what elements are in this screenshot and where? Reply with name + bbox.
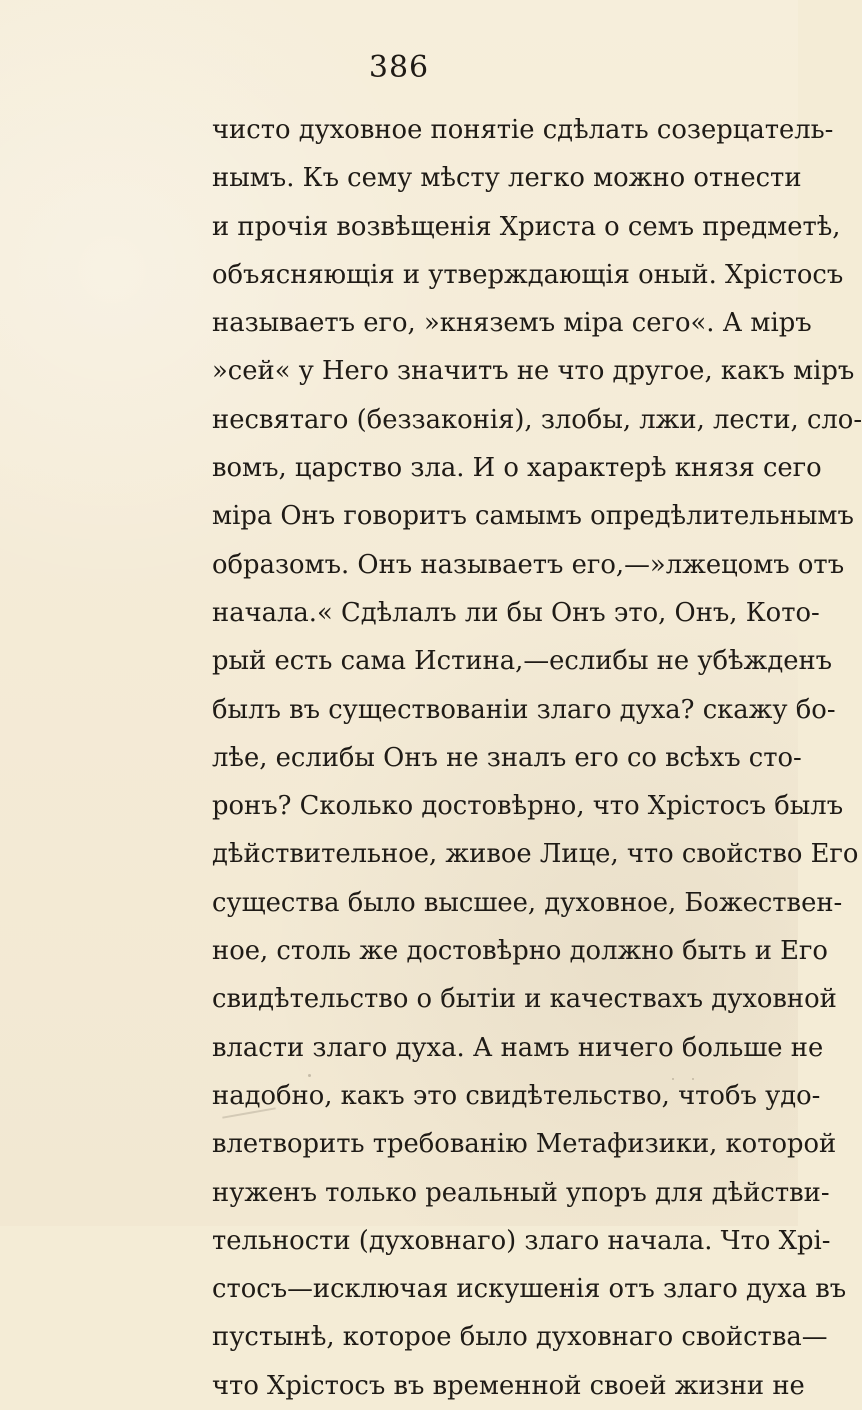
page-number: 386 — [368, 50, 430, 85]
text-line: нымъ. Къ сему мѣсту легко можно отнести — [212, 163, 802, 194]
text-line: »сей« у Него значитъ не что другое, какъ міръ — [212, 356, 855, 387]
text-line: начала.« Сдѣлалъ ли бы Онъ это, Онъ, Кото- — [212, 597, 820, 628]
text-line: пустынѣ, которое было духовнаго свойства— — [212, 1322, 828, 1353]
text-line: былъ въ существованіи злаго духа? скажу бо- — [212, 694, 836, 725]
paper-speck — [308, 1074, 311, 1077]
text-line: ное, столь же достовѣрно должно быть и Его — [212, 936, 828, 967]
paper-speck — [672, 1078, 674, 1080]
text-line: дѣйствительное, живое Лице, что свойство Его — [212, 839, 859, 870]
text-line: лѣе, еслибы Онъ не зналъ его со всѣхъ сто- — [212, 742, 802, 773]
paper-speck — [692, 1078, 694, 1080]
text-line: несвятаго (беззаконія), злобы, лжи, лести, сло- — [212, 404, 862, 435]
text-line: что Хрістосъ въ временной своей жизни не — [212, 1370, 805, 1401]
text-line: власти злаго духа. А намъ ничего больше не — [212, 1032, 824, 1063]
body-text — [212, 106, 862, 1410]
text-line: ронъ? Сколько достовѣрно, что Хрістосъ былъ — [212, 791, 844, 822]
text-line: влетворить требованію Метафизики, которой — [212, 1129, 837, 1160]
text-line: тельности (духовнаго) злаго начала. Что Хрі- — [212, 1225, 831, 1256]
text-line: объясняющія и утверждающія оный. Хрістосъ — [212, 259, 844, 290]
text-line: чисто духовное понятіе сдѣлать созерцатель- — [212, 115, 834, 145]
text-line: вомъ, царство зла. И о характерѣ князя сего — [212, 453, 822, 484]
text-line: образомъ. Онъ называетъ его,—»лжецомъ отъ — [212, 549, 845, 580]
text-line: нуженъ только реальный упоръ для дѣйстви- — [212, 1177, 830, 1208]
text-line: и прочія возвѣщенія Христа о семъ предметѣ, — [212, 211, 841, 242]
text-line: называетъ его, »княземъ міра сего«. А міръ — [212, 308, 812, 339]
text-line: существа было высшее, духовное, Божествен- — [212, 887, 843, 918]
text-line: рый есть сама Истина,—еслибы не убѣжденъ — [212, 646, 833, 677]
text-line: свидѣтельство о бытіи и качествахъ духовной — [212, 984, 837, 1015]
text-line: надобно, какъ это свидѣтельство, чтобъ удо- — [212, 1080, 821, 1111]
text-line: міра Онъ говоритъ самымъ опредѣлительнымъ — [212, 501, 854, 532]
text-line: стосъ—исключая искушенія отъ злаго духа въ — [212, 1274, 847, 1305]
